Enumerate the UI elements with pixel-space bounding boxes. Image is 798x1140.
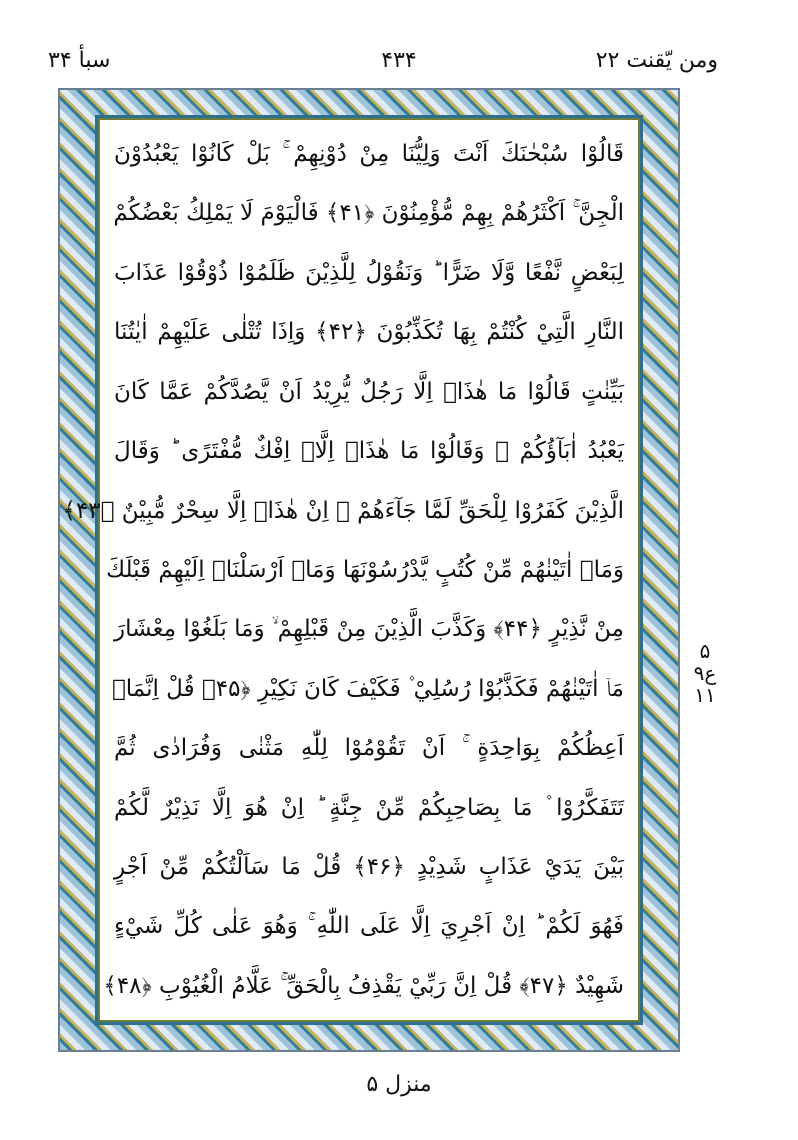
verse-line: لِبَعْضٍ نَّفْعًا وَّلَا ضَرًّا ؕ وَنَقُوْلُ لِلَّذِيْنَ ظَلَمُوْا ذُوْقُوْا عَذَابَ [114,259,624,286]
verse-line: يَعْبُدُ اٰبَآؤُكُمْ ۚ وَقَالُوْا مَا هٰذَاۤ اِلَّاۤ اِفْكٌ مُّفْتَرًى ؕ وَقَالَ [114,438,624,465]
verse-line: شَهِيْدٌ ﴿۴۷﴾ قُلْ اِنَّ رَبِّيْ يَقْذِفُ بِالْحَقِّ ۚ عَلَّامُ الْغُيُوْبِ ﴿۴۸﴾ [103,972,624,999]
verse-line: قَالُوْا سُبْحٰنَكَ اَنْتَ وَلِيُّنَا مِنْ دُوْنِهِمْ ۚ بَلْ كَانُوْا يَعْبُدُوْنَ [114,141,624,167]
ornamental-border [58,88,680,1052]
verse-line: بَيِّنٰتٍ قَالُوْا مَا هٰذَاۤ اِلَّا رَجُلٌ يُّرِيْدُ اَنْ يَّصُدَّكُمْ عَمَّا كَانَ [114,378,624,405]
verse-line: الْجِنَّ ۚ اَكْثَرُهُمْ بِهِمْ مُّؤْمِنُوْنَ ﴿۴۱﴾ فَالْيَوْمَ لَا يَمْلِكُ بَعْضُكُمْ [113,200,624,227]
verse-lines [62,134,624,1006]
manzil-label: منزل ۵ [366,1072,432,1097]
verse-line: تَتَفَكَّرُوْا ۫ مَا بِصَاحِبِكُمْ مِّنْ جِنَّةٍ ؕ اِنْ هُوَ اِلَّا نَذِيْرٌ لَّكُمْ [114,794,624,821]
page-number: ۴۳۴ [381,48,417,73]
juz-name: ومن يّقنت ٢٢ [595,48,718,73]
verse-line: النَّارِ الَّتِيْ كُنْتُمْ بِهَا تُكَذِّبُوْنَ ﴿۴۲﴾ وَاِذَا تُتْلٰى عَلَيْهِمْ اٰيٰتُنَا [114,319,624,346]
surah-name: سبأ ۳۴ [48,48,111,73]
verse-line: فَهُوَ لَكُمْ ؕ اِنْ اَجْرِيَ اِلَّا عَلَى اللّٰهِ ۚ وَهُوَ عَلٰى كُلِّ شَيْءٍ [114,913,624,940]
text-area [62,118,640,1022]
verse-line: وَمَاۤ اٰتَيْنٰهُمْ مِّنْ كُتُبٍ يَّدْرُسُوْنَهَا وَمَاۤ اَرْسَلْنَاۤ اِلَيْهِمْ قَبْلَكَ [106,556,624,583]
ruku-marker-top: ۵ [699,639,711,663]
verse-line: اَعِظُكُمْ بِوَاحِدَةٍ ۚ اَنْ تَقُوْمُوْا لِلّٰهِ مَثْنٰى وَفُرَادٰى ثُمَّ [114,735,624,762]
verse-line: الَّذِيْنَ كَفَرُوْا لِلْحَقِّ لَمَّا جَآءَهُمْ ۙ اِنْ هٰذَاۤ اِلَّا سِحْرٌ مُّبِيْنٌ ﴿۴۳﴾ [62,497,624,524]
verse-line: بَيْنَ يَدَيْ عَذَابٍ شَدِيْدٍ ﴿۴۶﴾ قُلْ مَا سَاَلْتُكُمْ مِّنْ اَجْرٍ [114,854,624,881]
verse-line: مَاۤ اٰتَيْنٰهُمْ فَكَذَّبُوْا رُسُلِيْ ۫ فَكَيْفَ كَانَ نَكِيْرِ ﴿۴۵﴾ قُلْ اِنَّمَاۤ [111,675,624,702]
ruku-marker [688,640,722,706]
ruku-marker-middle: ع۹ [693,661,717,685]
ruku-marker-bottom: ۱۱ [694,683,716,707]
verse-line: مِنْ نَّذِيْرٍ ﴿۴۴﴾ وَكَذَّبَ الَّذِيْنَ مِنْ قَبْلِهِمْ ۙ وَمَا بَلَغُوْا مِعْشَارَ [114,616,624,643]
